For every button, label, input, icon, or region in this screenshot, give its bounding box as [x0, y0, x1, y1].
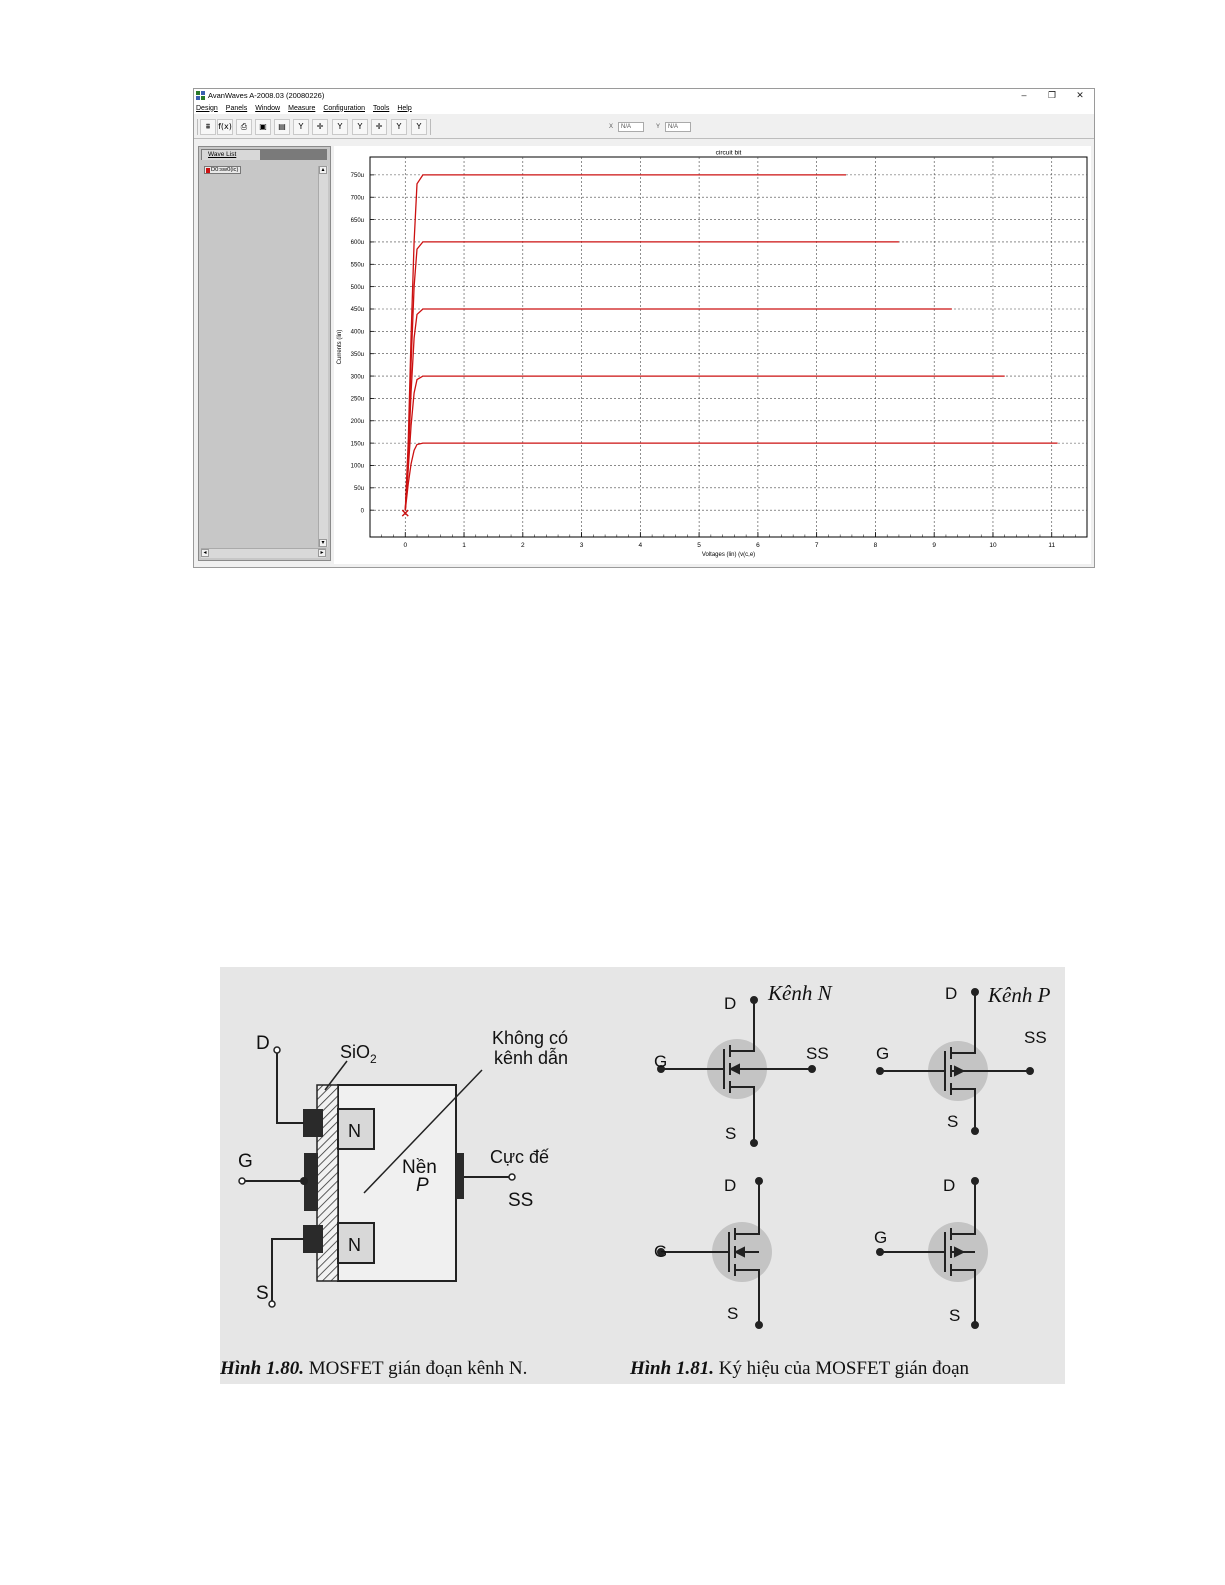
no-channel-label-line1: Không có	[492, 1028, 569, 1048]
restore-button[interactable]: ❐	[1047, 90, 1057, 100]
drain-label: D	[256, 1033, 270, 1054]
sio2-label-main: SiO	[340, 1042, 371, 1062]
y-tick-label: 400u	[350, 329, 364, 336]
x-readout-label: X	[609, 124, 614, 130]
source-metal-contact	[303, 1225, 323, 1253]
wave-color-swatch	[206, 168, 210, 173]
tree-icon[interactable]: ⩩	[200, 119, 216, 135]
x-tick-label: 3	[579, 542, 584, 549]
symbol-n2-gate-label: G	[654, 1242, 668, 1261]
y-tick-label: 0	[360, 508, 364, 515]
symbol-n-gate-label: G	[654, 1052, 668, 1071]
caption-1-80-text: MOSFET gián đoạn kênh N.	[303, 1358, 528, 1379]
waveform-plot-area[interactable]	[334, 146, 1091, 564]
drain-terminal-dot	[972, 989, 978, 995]
x-tick-label: 8	[873, 542, 878, 549]
y-axis-label: Currents (lin)	[337, 329, 343, 365]
wave-list-tab[interactable]: Wave List	[202, 150, 260, 160]
x-tick-label: 11	[1048, 542, 1056, 549]
symbol-n-drain-label: D	[724, 994, 737, 1013]
y-tick-label: 300u	[350, 374, 364, 381]
window-title: AvanWaves A-2008.03 (20080226)	[208, 91, 325, 100]
menu-window[interactable]: Window	[255, 104, 281, 112]
vertical-scrollbar[interactable]	[318, 166, 328, 547]
x-readout-field: N/A	[618, 122, 644, 132]
substrate-label-line2: P	[416, 1175, 429, 1196]
heading-p-channel: Kênh P	[988, 983, 1051, 1007]
symbol-p-ss-label: SS	[1024, 1028, 1047, 1047]
scroll-left-icon[interactable]: ◂	[201, 549, 209, 557]
drain-terminal-dot	[972, 1178, 978, 1184]
mosfet-figure	[220, 967, 1065, 1384]
symbol-p2-gate-label: G	[874, 1228, 888, 1247]
function-icon[interactable]: f(x)	[217, 119, 233, 135]
wave-list-item[interactable]	[204, 166, 241, 174]
close-button[interactable]: ✕	[1076, 90, 1084, 100]
gate-dot	[300, 1177, 308, 1185]
panel-icon[interactable]: ▣	[255, 119, 271, 135]
caption-1-80	[220, 1358, 527, 1379]
y-tick-label: 200u	[350, 418, 364, 425]
menu-bar	[194, 102, 1094, 114]
y-tick-label: 700u	[350, 195, 364, 202]
x-axis-label: Voltages (lin) (v(c,e)	[701, 552, 756, 558]
caption-1-81-number: Hình 1.81.	[630, 1358, 714, 1379]
gate-terminal-dot	[877, 1249, 883, 1255]
y-tick-label: 100u	[350, 463, 364, 470]
ss-terminal-dot	[1027, 1068, 1033, 1074]
source-terminal-dot	[756, 1322, 762, 1328]
wave-list-item-label: D0:sw0(ic)	[211, 167, 239, 173]
x-tick-label: 5	[697, 542, 701, 549]
source-terminal-dot	[751, 1140, 757, 1146]
body-terminal-label: Cực đế	[490, 1147, 550, 1167]
caption-1-81-text: Ký hiệu của MOSFET gián đoạn	[713, 1358, 970, 1379]
menu-design[interactable]: Design	[196, 104, 218, 112]
plot-frame	[370, 157, 1087, 537]
source-terminal	[269, 1301, 275, 1307]
avanwaves-window	[193, 88, 1095, 568]
chart-title: circuit bit	[715, 149, 742, 157]
title-bar	[194, 89, 1094, 102]
y-tick-label: 550u	[350, 262, 364, 269]
probe-down-icon[interactable]: ✛	[371, 119, 387, 135]
y-tick-label: 600u	[350, 240, 364, 247]
probe-clear-icon[interactable]: Y	[411, 119, 427, 135]
drain-metal-contact	[303, 1109, 323, 1137]
x-tick-label: 6	[756, 542, 760, 549]
x-tick-label: 1	[462, 542, 466, 549]
probe-cross-icon[interactable]: ✛	[312, 119, 328, 135]
probe-yx-icon[interactable]: Y	[391, 119, 407, 135]
heading-n-channel: Kênh N	[768, 981, 832, 1005]
gate-terminal-dot	[877, 1068, 883, 1074]
menu-panels[interactable]: Panels	[225, 104, 248, 112]
drain-terminal-dot	[756, 1178, 762, 1184]
symbol-p2-source-label: S	[949, 1306, 961, 1325]
horizontal-scrollbar[interactable]	[201, 548, 326, 558]
symbol-p-drain-label: D	[945, 984, 958, 1003]
y-tick-label: 750u	[350, 173, 364, 180]
symbol-n2-source-label: S	[727, 1304, 739, 1323]
y-tick-label: 150u	[350, 441, 364, 448]
symbol-p-gate-label: G	[876, 1044, 890, 1063]
wave-list-panel	[198, 146, 331, 561]
y-readout-field: N/A	[665, 122, 691, 132]
body-contact	[456, 1153, 464, 1199]
source-label: S	[256, 1283, 269, 1304]
source-terminal-dot	[972, 1322, 978, 1328]
caption-1-80-number: Hình 1.80.	[220, 1358, 304, 1379]
drain-terminal	[274, 1047, 280, 1053]
menu-tools[interactable]: Tools	[372, 104, 390, 112]
x-tick-label: 10	[989, 542, 997, 549]
x-tick-label: 7	[814, 542, 819, 549]
wave-list-header	[201, 149, 327, 160]
x-tick-label: 4	[638, 542, 643, 549]
ss-terminal-dot	[809, 1066, 815, 1072]
sio2-label-sub: 2	[370, 1052, 377, 1066]
x-tick-label: 0	[403, 542, 408, 549]
gate-label: G	[238, 1151, 253, 1172]
y-tick-label: 350u	[350, 351, 364, 358]
waveform-chart	[334, 146, 1091, 564]
symbol-p-source-label: S	[947, 1112, 959, 1131]
x-tick-label: 2	[520, 542, 525, 549]
body-terminal	[509, 1174, 515, 1180]
minimize-button[interactable]: –	[1021, 90, 1027, 100]
panel-add-icon[interactable]: ▤	[274, 119, 290, 135]
scroll-up-icon[interactable]: ▴	[319, 166, 327, 174]
scroll-right-icon[interactable]: ▸	[318, 549, 326, 557]
symbol-p2-drain-label: D	[943, 1176, 956, 1195]
symbol-n-source-label: S	[725, 1124, 737, 1143]
print-icon[interactable]: ⎙	[236, 119, 252, 135]
y-tick-label: 250u	[350, 396, 364, 403]
no-channel-label-line2: kênh dẫn	[494, 1048, 569, 1068]
n-drain-label: N	[348, 1121, 361, 1141]
app-icon	[196, 91, 205, 100]
gate-terminal	[239, 1178, 245, 1184]
toolbar	[194, 116, 1094, 139]
symbol-n-ss-label: SS	[806, 1044, 829, 1063]
y-tick-label: 50u	[353, 486, 364, 493]
mosfet-figure-drawing	[220, 967, 1065, 1384]
symbol-n2-drain-label: D	[724, 1176, 737, 1195]
source-terminal-dot	[972, 1128, 978, 1134]
n-source-label: N	[348, 1235, 361, 1255]
y-readout-label: Y	[656, 124, 661, 130]
y-tick-label: 500u	[350, 284, 364, 291]
probe-y-icon[interactable]: Y	[332, 119, 348, 135]
menu-measure[interactable]: Measure	[288, 104, 316, 112]
ss-label-left: SS	[508, 1190, 534, 1211]
probe-x-icon[interactable]: Y	[293, 119, 309, 135]
substrate-label-line1: Nền	[402, 1157, 437, 1178]
caption-1-81	[629, 1358, 970, 1379]
probe-xy-icon[interactable]: Y	[352, 119, 368, 135]
drain-terminal-dot	[751, 997, 757, 1003]
scroll-down-icon[interactable]: ▾	[319, 539, 327, 547]
menu-configuration[interactable]: Configuration	[323, 104, 365, 112]
y-tick-label: 450u	[350, 307, 364, 314]
y-tick-label: 650u	[350, 217, 364, 224]
menu-help[interactable]: Help	[397, 104, 412, 112]
x-tick-label: 9	[932, 542, 937, 549]
